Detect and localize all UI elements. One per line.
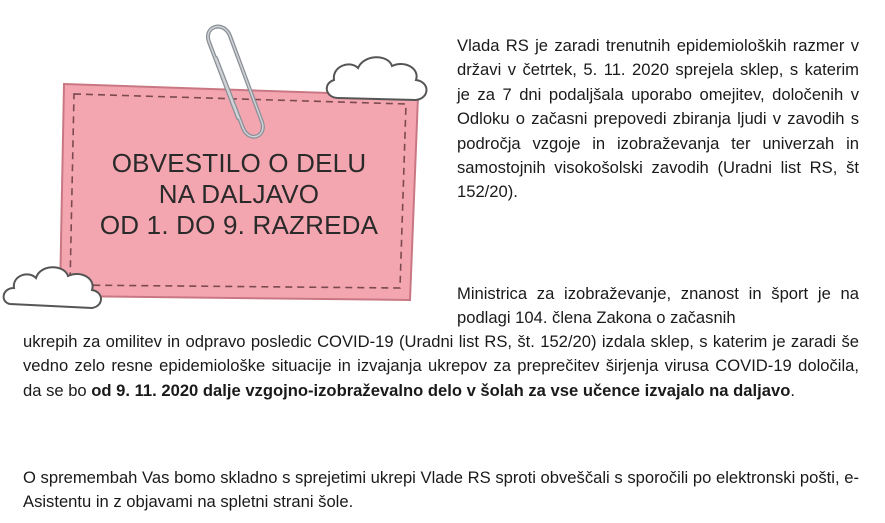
paragraph-minister-intro: Ministrica za izobraževanje, znanost in šport je na podlagi 104. člena Zakona o začasnih xyxy=(457,284,859,328)
paragraph-minister-end: . xyxy=(790,380,795,400)
paragraph-minister-decision xyxy=(23,330,859,403)
paragraph-government-decision: Vlada RS je zaradi trenutnih epidemioloških razmer v državi v četrtek, 5. 11. 2020 sprejela sklep, s katerim je za 7 dni podaljšala uporabo omejitev, določenih v Odloku o začasni prepovedi zbiranja ljudi v zavodih s področja vzgoje in izobraževanja ter univerzah in samostojnih visokošolski zavodih (Uradni list RS, št 152/20). xyxy=(457,36,859,202)
paragraph-updates-info: O spremembah Vas bomo skladno s sprejetimi ukrepi Vlade RS sproti obveščali s sporočili po elektronski pošti, e-Asistentu in z objavami na spletni strani šole. xyxy=(23,468,859,512)
paragraph-minister-text: ukrepih za omilitev in odpravo posledic COVID-19 (Uradni list RS, št. 152/20) izdala sklep, s katerim je zaradi še vedno zelo resne epidemiološke situacije in izvajanja ukrepov za preprečitev širjenja virusa COVID-19 določila, da se bo xyxy=(23,332,859,400)
note-title-line-2: NA DALJAVO xyxy=(158,179,320,209)
note-title xyxy=(74,148,404,241)
note-title-line-3: OD 1. DO 9. RAZREDA xyxy=(99,210,379,240)
cloud-top-right-icon xyxy=(327,57,427,100)
remote-learning-notice: od 9. 11. 2020 dalje vzgojno-izobraževalno delo v šolah za vse učence izvajalo na daljavo xyxy=(91,380,791,400)
note-title-line-1: OBVESTILO O DELU xyxy=(111,148,367,178)
